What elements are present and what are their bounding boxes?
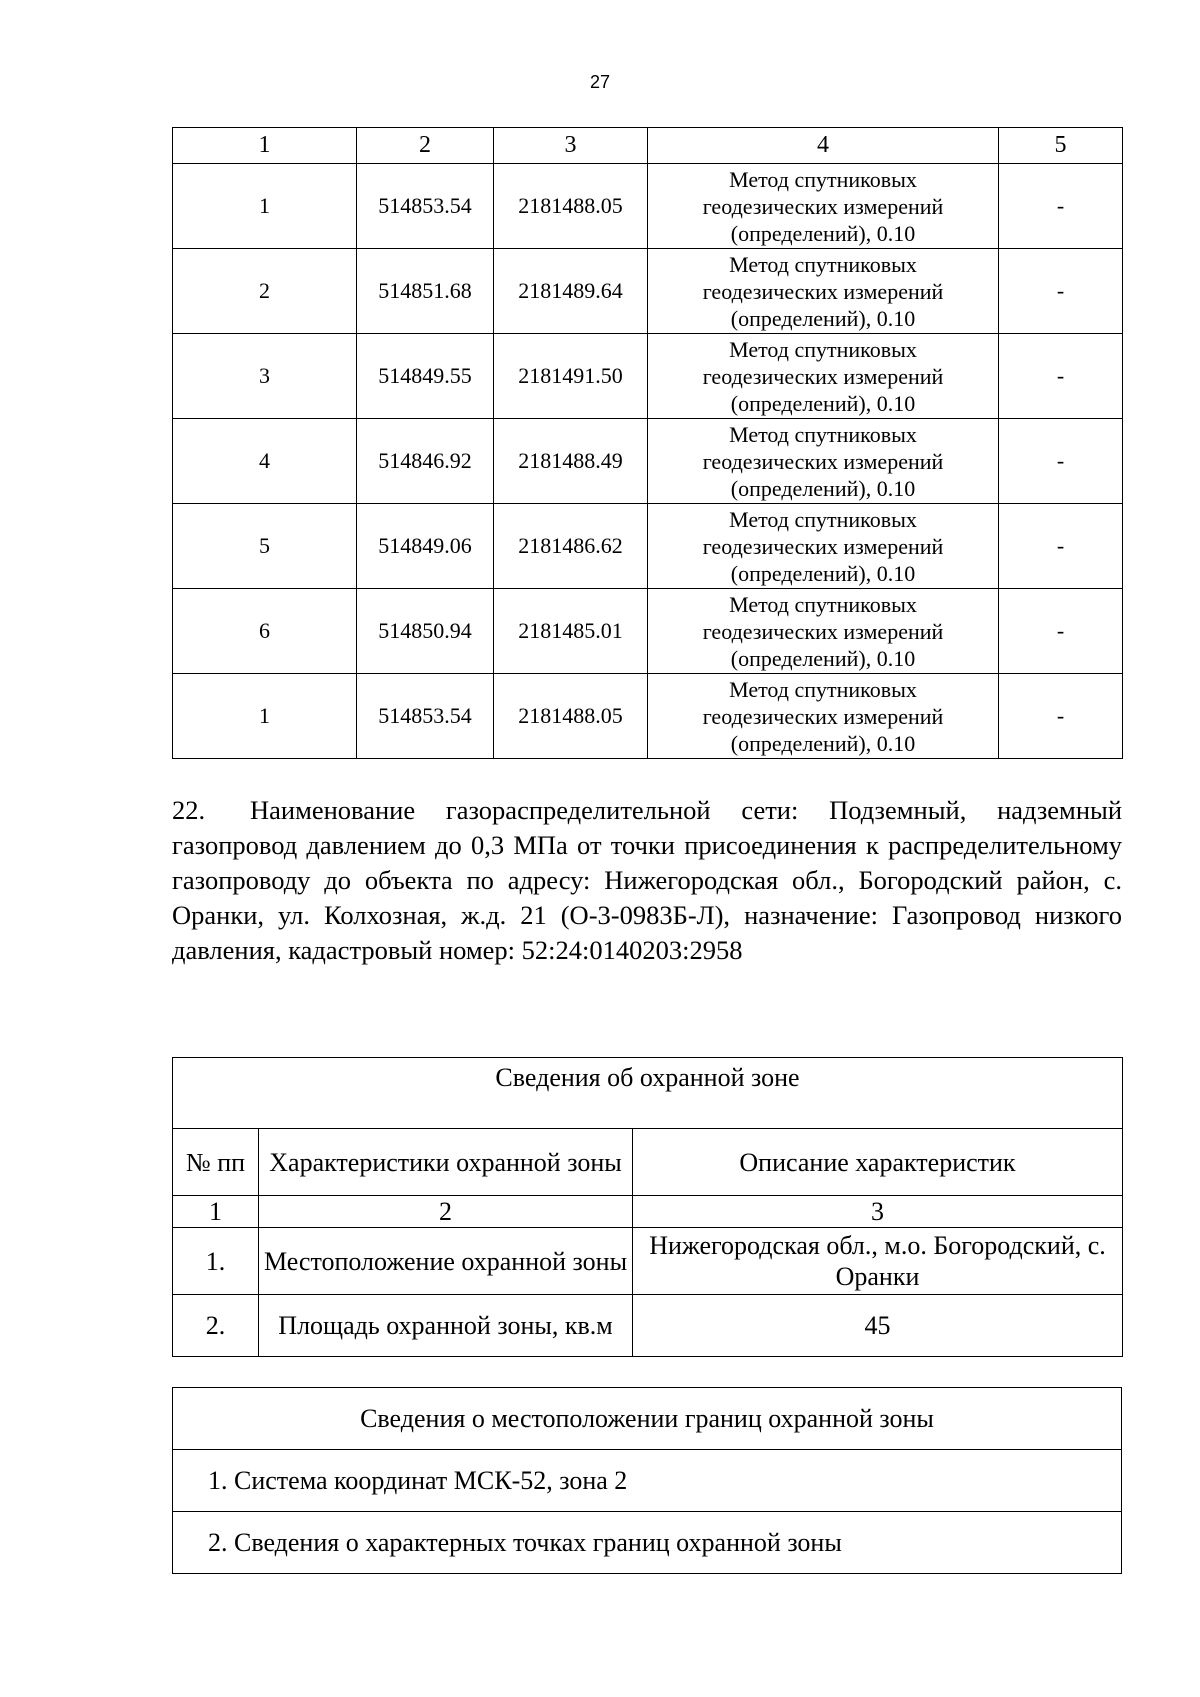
method-line: Метод спутниковых — [729, 421, 917, 447]
method-line: геодезических измерений — [702, 278, 944, 304]
table-row — [173, 589, 1123, 674]
method-line: Метод спутниковых — [729, 506, 917, 532]
coord-y: 2181488.49 — [494, 419, 648, 504]
header-cell: 1 — [173, 128, 357, 164]
characteristic-cell: Местоположение охранной зоны — [259, 1228, 633, 1295]
method-line: геодезических измерений — [702, 703, 944, 729]
point-number: 4 — [173, 419, 357, 504]
description-cell: 45 — [633, 1295, 1123, 1357]
coordinates-table — [172, 127, 1123, 759]
table-row — [173, 1295, 1123, 1357]
coord-y: 2181488.05 — [494, 674, 648, 759]
method-cell — [648, 419, 999, 504]
method-line: геодезических измерений — [702, 193, 944, 219]
list-item: 2. Сведения о характерных точках границ охранной зоны — [173, 1512, 1122, 1574]
method-line: (определений), 0.10 — [730, 475, 916, 501]
method-cell — [648, 589, 999, 674]
header-cell: Описание характеристик — [633, 1129, 1123, 1196]
point-number: 1 — [173, 164, 357, 249]
method-cell — [648, 164, 999, 249]
note-cell: - — [999, 674, 1123, 759]
index-cell: 1 — [173, 1196, 259, 1228]
point-number: 5 — [173, 504, 357, 589]
note-cell: - — [999, 504, 1123, 589]
point-number: 1 — [173, 674, 357, 759]
note-cell: - — [999, 164, 1123, 249]
method-cell — [648, 674, 999, 759]
method-cell — [648, 334, 999, 419]
table-title: Сведения о местоположении границ охранной зоны — [173, 1388, 1122, 1450]
coord-y: 2181486.62 — [494, 504, 648, 589]
method-line: Метод спутниковых — [729, 591, 917, 617]
coord-y: 2181491.50 — [494, 334, 648, 419]
method-line: геодезических измерений — [702, 618, 944, 644]
method-line: геодезических измерений — [702, 448, 944, 474]
coord-x: 514851.68 — [357, 249, 494, 334]
page-number: 27 — [589, 72, 611, 92]
table-title-row — [173, 1058, 1123, 1129]
coord-y: 2181489.64 — [494, 249, 648, 334]
index-cell: 2 — [259, 1196, 633, 1228]
table-row — [173, 334, 1123, 419]
method-line: Метод спутниковых — [729, 251, 917, 277]
method-line: Метод спутниковых — [729, 336, 917, 362]
header-cell: 2 — [357, 128, 494, 164]
point-number: 6 — [173, 589, 357, 674]
table-header-row — [173, 128, 1123, 164]
table-row — [173, 1228, 1123, 1295]
header-cell: 3 — [494, 128, 648, 164]
characteristic-cell: Площадь охранной зоны, кв.м — [259, 1295, 633, 1357]
section-text: Наименование газораспределительной сети: Подземный, надземный газопровод давлением до 0,3 МПа от точки присоединения к распределительному газопроводу до объекта по адресу: Нижегородская обл., Богородский район, с. Оранки, ул. Колхозная, ж.д. 21 (О-3-0983Б-Л), назначение: Газопровод низкого давления, кадастровый номер: 52:24:0140203:2958 — [172, 795, 1122, 965]
method-line: (определений), 0.10 — [730, 390, 916, 416]
method-cell — [648, 249, 999, 334]
table-index-row — [173, 1196, 1123, 1228]
note-cell: - — [999, 589, 1123, 674]
table-row — [173, 674, 1123, 759]
header-cell: Характеристики охранной зоны — [259, 1129, 633, 1196]
coord-x: 514849.55 — [357, 334, 494, 419]
row-number: 2. — [173, 1295, 259, 1357]
coord-x: 514850.94 — [357, 589, 494, 674]
method-line: геодезических измерений — [702, 363, 944, 389]
list-item: 1. Система координат МСК-52, зона 2 — [173, 1450, 1122, 1512]
note-cell: - — [999, 419, 1123, 504]
note-cell: - — [999, 249, 1123, 334]
method-line: Метод спутниковых — [729, 166, 917, 192]
table-row — [173, 1450, 1122, 1512]
coord-x: 514853.54 — [357, 164, 494, 249]
section-number: 22. — [172, 795, 206, 825]
table-row — [173, 249, 1123, 334]
table-row — [173, 164, 1123, 249]
row-number: 1. — [173, 1228, 259, 1295]
method-line: геодезических измерений — [702, 533, 944, 559]
note-cell: - — [999, 334, 1123, 419]
table-header-row — [173, 1129, 1123, 1196]
table-title-row — [173, 1388, 1122, 1450]
method-line: (определений), 0.10 — [730, 220, 916, 246]
method-line: Метод спутниковых — [729, 676, 917, 702]
header-cell: 5 — [999, 128, 1123, 164]
method-line: (определений), 0.10 — [730, 645, 916, 671]
table-row — [173, 504, 1123, 589]
table-title: Сведения об охранной зоне — [173, 1058, 1123, 1129]
description-cell: Нижегородская обл., м.о. Богородский, с. Оранки — [633, 1228, 1123, 1295]
protection-zone-table — [172, 1057, 1123, 1357]
section-paragraph — [172, 793, 1122, 968]
coord-x: 514853.54 — [357, 674, 494, 759]
coord-y: 2181485.01 — [494, 589, 648, 674]
table-row — [173, 1512, 1122, 1574]
boundaries-table — [172, 1387, 1122, 1574]
coord-y: 2181488.05 — [494, 164, 648, 249]
point-number: 2 — [173, 249, 357, 334]
method-cell — [648, 504, 999, 589]
header-cell: 4 — [648, 128, 999, 164]
coord-x: 514849.06 — [357, 504, 494, 589]
method-line: (определений), 0.10 — [730, 560, 916, 586]
coord-x: 514846.92 — [357, 419, 494, 504]
table-row — [173, 419, 1123, 504]
header-cell: № пп — [173, 1129, 259, 1196]
method-line: (определений), 0.10 — [730, 305, 916, 331]
method-line: (определений), 0.10 — [730, 730, 916, 756]
index-cell: 3 — [633, 1196, 1123, 1228]
point-number: 3 — [173, 334, 357, 419]
